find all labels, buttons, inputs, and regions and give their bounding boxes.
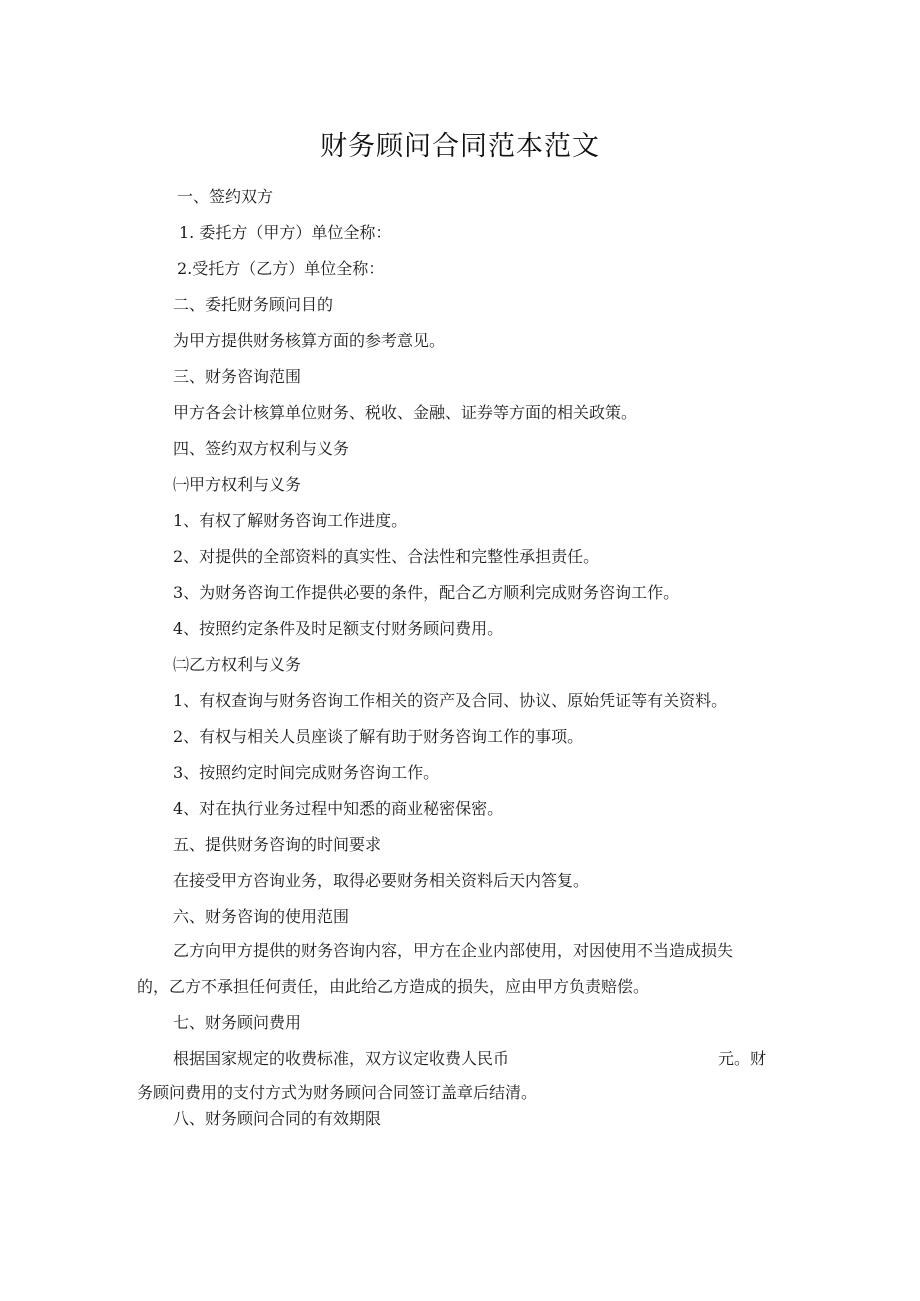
list-item: 1、有权了解财务咨询工作进度。 — [173, 511, 408, 530]
subsection-heading: ㈠甲方权利与义务 — [173, 475, 302, 494]
fee-paragraph-line — [173, 1048, 766, 1070]
section-heading: 一、签约双方 — [177, 187, 274, 206]
section-heading: 四、签约双方权利与义务 — [173, 439, 350, 458]
list-item: 1、有权查询与财务咨询工作相关的资产及合同、协议、原始凭证等有关资料。 — [173, 691, 728, 710]
list-item: 3、为财务咨询工作提供必要的条件，配合乙方顺利完成财务咨询工作。 — [173, 583, 680, 602]
paragraph-line: 务顾问费用的支付方式为财务顾问合同签订盖章后结清。 — [137, 1083, 538, 1102]
section-heading: 八、财务顾问合同的有效期限 — [173, 1109, 382, 1128]
list-item: 4、对在执行业务过程中知悉的商业秘密保密。 — [173, 799, 504, 818]
paragraph-line: 为甲方提供财务核算方面的参考意见。 — [173, 331, 446, 350]
list-item: 2、有权与相关人员座谈了解有助于财务咨询工作的事项。 — [173, 727, 584, 746]
section-heading: 六、财务咨询的使用范围 — [173, 907, 350, 926]
list-item: 2、对提供的全部资料的真实性、合法性和完整性承担责任。 — [173, 547, 600, 566]
fee-line-end: 元。财 — [717, 1049, 766, 1068]
list-item: 3、按照约定时间完成财务咨询工作。 — [173, 763, 440, 782]
document-title: 财务顾问合同范本范文 — [320, 131, 600, 162]
paragraph-line: 1. 委托方（甲方）单位全称： — [179, 223, 392, 242]
paragraph-line: 乙方向甲方提供的财务咨询内容，甲方在企业内部使用，对因使用不当造成损失 — [173, 941, 734, 960]
paragraph-line: 甲方各会计核算单位财务、税收、金融、证券等方面的相关政策。 — [173, 403, 638, 422]
list-item: 4、按照约定条件及时足额支付财务顾问费用。 — [173, 619, 504, 638]
fee-line-start: 根据国家规定的收费标准，双方议定收费人民币 — [173, 1049, 510, 1068]
paragraph-line: 的，乙方不承担任何责任，由此给乙方造成的损失，应由甲方负责赔偿。 — [137, 977, 650, 996]
section-heading: 七、财务顾问费用 — [173, 1013, 302, 1032]
section-heading: 三、财务咨询范围 — [173, 367, 302, 386]
section-heading: 二、委托财务顾问目的 — [173, 295, 334, 314]
subsection-heading: ㈡乙方权利与义务 — [173, 655, 302, 674]
paragraph-line: 在接受甲方咨询业务，取得必要财务相关资料后天内答复。 — [173, 871, 590, 890]
paragraph-line: 2.受托方（乙方）单位全称： — [177, 259, 385, 278]
section-heading: 五、提供财务咨询的时间要求 — [173, 835, 382, 854]
